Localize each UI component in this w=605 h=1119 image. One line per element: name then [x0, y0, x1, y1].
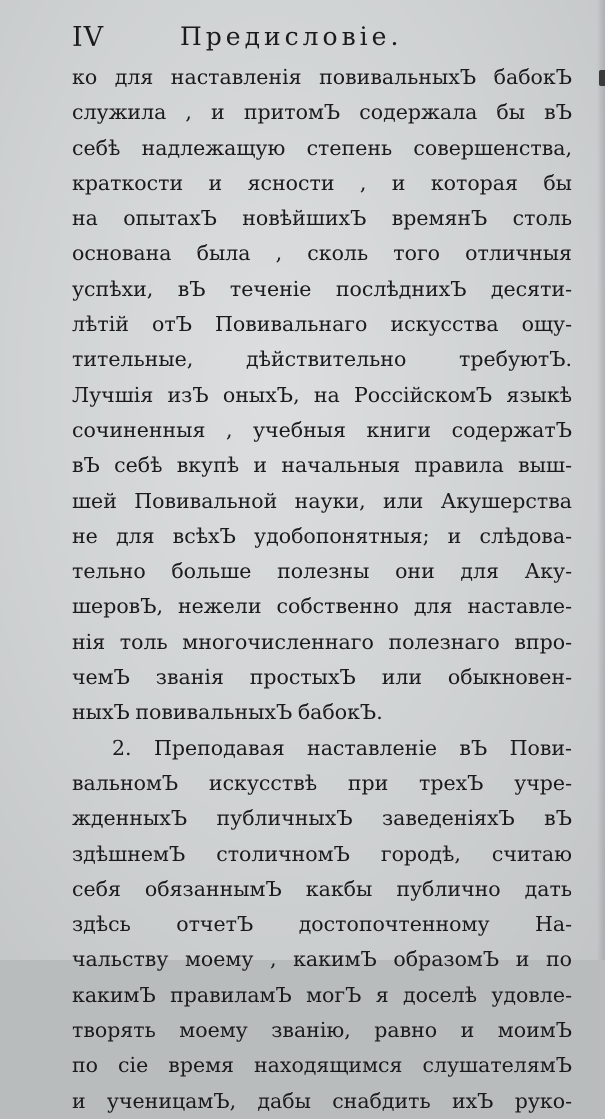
text-line: сочиненныя , учебныя книги содержатЪ [72, 417, 572, 442]
text-line: краткости и ясности , и которая бы [72, 170, 572, 195]
page-header [72, 22, 472, 56]
text-line: нія толь многочисленнаго полезнаго впро- [72, 629, 572, 654]
text-line: тельно больше полезны они для Аку- [72, 559, 572, 584]
text-line: жденныхЪ публичныхЪ заведеніяхЪ вЪ [72, 806, 572, 831]
text-line: себѣ надлежащую степень совершенства, [72, 135, 572, 160]
text-line: здѣшнемЪ столичномЪ городѣ, считаю [72, 841, 572, 866]
text-line: вЪ себѣ вкупѣ и начальныя правила выш- [72, 453, 572, 478]
paragraph-1 [72, 60, 572, 731]
text-line: творять моему званію, равно и моимЪ [72, 1018, 572, 1043]
text-line: тительные, дѣйствительно требуютЪ. [72, 347, 572, 372]
text-line: ныхЪ повивальныхЪ бабокЪ. [72, 700, 383, 725]
text-line: Лучшія изЪ оныхЪ, на РоссійскомЪ языкѣ [72, 382, 572, 407]
text-line: здѣсь отчетЪ достопочтенному На- [72, 912, 572, 937]
text-line: на опытахЪ новѣйшихЪ времянЪ столь [72, 206, 572, 231]
text-line: чальству моему , какимЪ образомЪ и по [72, 947, 572, 972]
text-line: по сіе время находящимся слушателямЪ [72, 1053, 572, 1078]
text-line: себя обязаннымЪ какбы публично дать [72, 876, 572, 901]
paragraph-2 [72, 731, 572, 1119]
text-line: лѣтій отЪ Повивальнаго искусства ощу- [72, 312, 572, 337]
text-line: вальномЪ искусствѣ при трехЪ учре- [72, 770, 572, 795]
text-line: успѣхи, вЪ теченіе послѣднихЪ десяти- [72, 276, 572, 301]
text-line: какимЪ правиламЪ могЪ я доселѣ удовле- [72, 982, 572, 1007]
page-edge-mark [599, 70, 605, 86]
text-line: служила , и притомЪ содержала бы вЪ [72, 100, 572, 125]
text-line: 2. Преподавая наставленіе вЪ Пови- [112, 735, 572, 760]
text-line: чемЪ званія простыхЪ или обыкновен- [72, 665, 572, 690]
text-line: ко для наставленія повивальныхЪ бабокЪ [72, 65, 572, 89]
text-line: шей Повивальной науки, или Акушерства [72, 488, 572, 513]
text-line: основана была , сколь того отличныя [72, 241, 572, 266]
page-number: IV [72, 22, 105, 53]
text-line: шеровЪ, нежели собственно для наставле- [72, 594, 572, 619]
page-edge-shadow [597, 0, 605, 960]
body-text [72, 60, 572, 1119]
text-line: не для всѣхЪ удобопонятныя; и слѣдова- [72, 523, 572, 548]
text-line: и ученицамЪ, дабы снабдить ихЪ руко- [72, 1088, 572, 1113]
running-title: Предисловіе. [180, 22, 403, 51]
